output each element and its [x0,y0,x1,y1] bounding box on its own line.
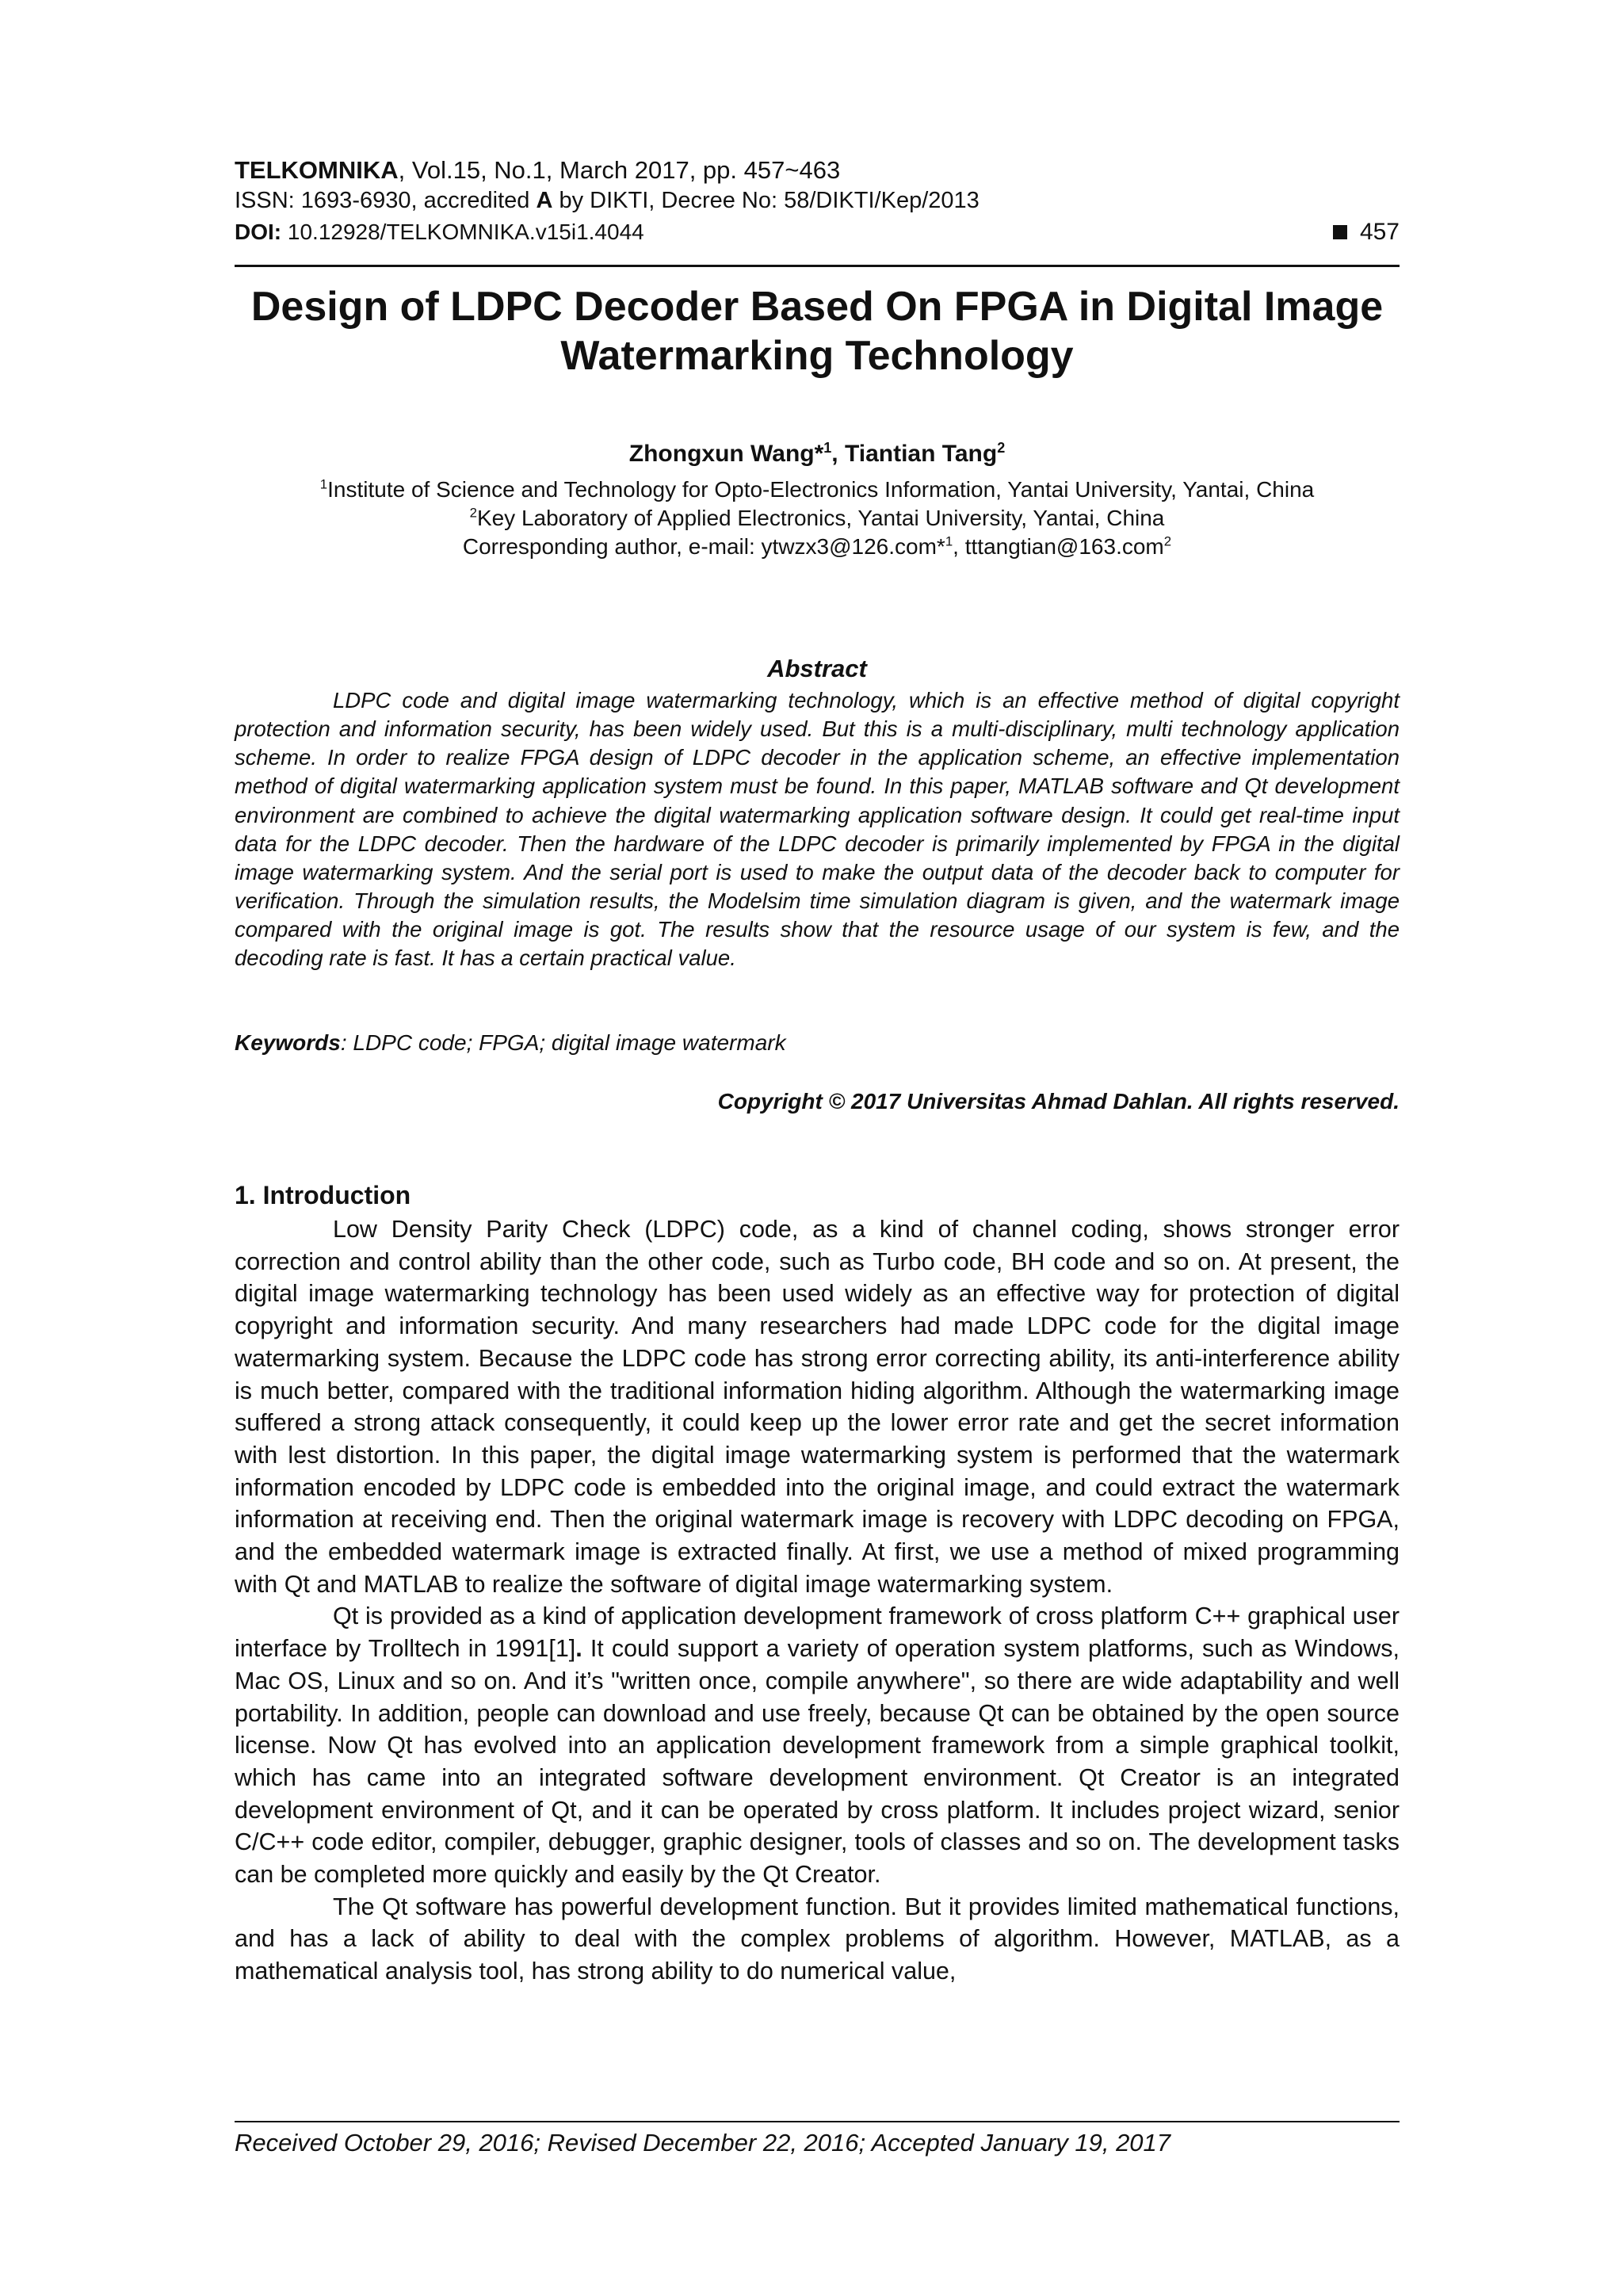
accreditation-grade: A [536,188,553,213]
authors [235,441,1400,468]
journal-line [235,155,1400,185]
decree-text: by DIKTI, Decree No: 58/DIKTI/Kep/2013 [552,188,980,213]
paragraph-2-bold-period: . [575,1635,582,1663]
footer-rule [235,2121,1400,2122]
section-heading-introduction: 1. Introduction [235,1181,411,1209]
keywords-label: Keywords [235,1030,341,1055]
author-1: Zhongxun Wang* [628,441,824,467]
paragraph-1: Low Density Parity Check (LDPC) code, as a kind of channel coding, shows stronger error correction and control ability than the other code, such as Turbo code, BH code and so on. At present, the digital image watermarking technology has been used widely as an effective way for protection of digital copyright and information security. And many researchers had made LDPC code for the digital image watermarking system. Because the LDPC code has strong error correcting ability, its anti-interference ability is much better, compared with the traditional information hiding algorithm. Although the watermarking image suffered a strong attack consequently, it could keep up the lower error rate and get the secret information with lest distortion. In this paper, the digital image watermarking system is performed that the watermark information encoded by LDPC code is embedded into the original image, and could extract the watermark information at receiving end. Then the original watermark image is recovery with LDPC decoding on FPGA, and the embedded watermark image is extracted finally. At first, we use a method of mixed programming with Qt and MATLAB to realize the software of digital image watermarking system. [235,1216,1400,1598]
journal-name: TELKOMNIKA [235,156,399,184]
abstract-text: LDPC code and digital image watermarking technology, which is an effective method of digital copyright protection and information security, has been widely used. But this is a multi-disciplinary, multi technology application scheme. In order to realize FPGA design of LDPC decoder in the application scheme, an effective implementation method of digital watermarking application system must be found. In this paper, MATLAB software and Qt development environment are combined to achieve the digital watermarking application software design. It could get real-time input data for the LDPC decoder. Then the hardware of the LDPC decoder is primarily implemented by FPGA in the digital image watermarking system. And the serial port is used to make the output data of the decoder back to computer for verification. Through the simulation results, the Modelsim time simulation diagram is given, and the watermark image compared with the original image is got. The results show that the resource usage of our system is few, and the decoding rate is fast. It has a certain practical value. [235,688,1400,971]
corresponding-email-2: , tttangtian@163.com [953,533,1164,559]
author-2-sup: 2 [997,440,1006,456]
volume-info: , Vol.15, No.1, March 2017, pp. 457~463 [398,156,841,184]
corresponding-sup-1: 1 [945,533,953,549]
keywords-text: : LDPC code; FPGA; digital image watermark [340,1030,786,1055]
paragraph-2 [235,1600,1400,1890]
affiliation-1-text: Institute of Science and Technology for Opto-Electronics Information, Yantai University, Yantai, China [327,477,1315,502]
page-number-text: 457 [1359,219,1400,245]
affiliation-2-text: Key Laboratory of Applied Electronics, Yantai University, Yantai, China [476,505,1165,530]
abstract-heading: Abstract [767,655,867,682]
author-2: , Tiantian Tang [831,441,998,467]
corresponding-email-1: Corresponding author, e-mail: ytwzx3@126.com* [462,533,945,559]
affiliation-2 [235,504,1400,533]
issn-line [235,187,1400,215]
paper-title: Design of LDPC Decoder Based On FPGA in Digital Image Watermarking Technology [250,284,1384,380]
copyright-notice: Copyright © 2017 Universitas Ahmad Dahlan. All rights reserved. [717,1089,1400,1114]
paragraph-2-start: Qt is provided as a kind of application development framework of cross platform C++ graphical user interface by Trolltech in 1991[1] [235,1603,1400,1663]
corresponding-sup-2: 2 [1163,533,1172,549]
introduction-body [235,1213,1400,1988]
author-1-sup: 1 [823,440,832,456]
affiliation-1-sup: 1 [319,476,328,492]
doi-label: DOI: [235,220,282,244]
affiliation-1 [235,476,1400,504]
affiliations [235,476,1400,560]
doi-value: 10.12928/TELKOMNIKA.v15i1.4044 [281,220,644,244]
affiliation-2-sup: 2 [469,505,477,521]
paragraph-2-rest: It could support a variety of operation system platforms, such as Windows, Mac OS, Linux and so on. And it’s "written once, compile anywhere", so there are wide adaptability and well portability. In addition, people can download and use freely, because Qt can be obtained by the open source license. Now Qt has evolved into an application development framework from a simple graphical toolkit, which has came into an integrated software development environment. Qt Creator is an integrated development environment of Qt, and it can be operated by cross platform. It includes project wizard, senior C/C++ code editor, compiler, debugger, graphic designer, tools of classes and so on. The development tasks can be completed more quickly and easily by the Qt Creator. [235,1635,1400,1889]
received-dates: Received October 29, 2016; Revised December 22, 2016; Accepted January 19, 2017 [235,2129,1171,2157]
keywords [235,1030,1400,1056]
corresponding-author [235,533,1400,561]
paragraph-3: The Qt software has powerful development function. But it provides limited mathematical functions, and has a lack of ability to deal with the complex problems of algorithm. However, MATLAB, as a mathematical analysis tool, has strong ability to do numerical value, [235,1893,1400,1985]
page-number [1333,219,1400,246]
header-rule [235,265,1400,267]
doi-line [235,219,1400,246]
issn-text: ISSN: 1693-6930, accredited [235,188,537,213]
square-bullet-icon [1333,225,1347,239]
